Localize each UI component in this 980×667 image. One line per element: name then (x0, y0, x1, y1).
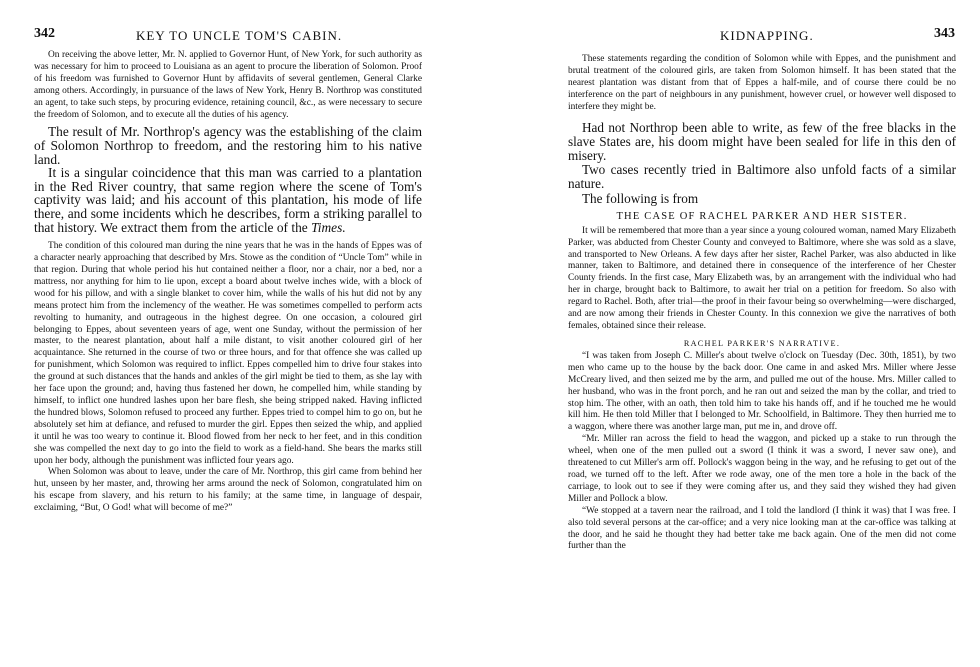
paragraph: Two cases recently tried in Baltimore also unfold facts of a similar nature. (568, 162, 956, 192)
paragraph: When Solomon was about to leave, under the care of Mr. Northrop, this girl came from behind her hut, unseen by her master, and, throwing her arms around the neck of Solomon, congratulated him on his escape from slavery, and his return to his family; at the same time, in language of despair, exclaiming, “But, O God! what will become of me?” (34, 467, 422, 514)
section-heading: THE CASE OF RACHEL PARKER AND HER SISTER. (616, 210, 908, 222)
paragraph: “We stopped at a tavern near the railroad, and I told the landlord (I think it was) that I was free. I also told several persons at the car-office; and a very nice looking man at the car-office was talking at the door, and he said he thought they had better take me back again. One of the men did not come further than the (568, 505, 956, 552)
page-number: 343 (934, 26, 955, 41)
paragraph: The following is from (582, 190, 699, 206)
running-head: KEY TO UNCLE TOM'S CABIN. (136, 28, 343, 43)
paragraph: Had not Northrop been able to write, as few of the free blacks in the slave States are, his doom might have been sealed for life in this den of misery. (568, 119, 956, 163)
page-number: 342 (34, 26, 55, 41)
paragraph: “I was taken from Joseph C. Miller's about twelve o'clock on Tuesday (Dec. 30th, 1851), by two men who came up to the house by the back door. One came in and asked Mrs. Miller where Jesse McCreary lived, and then seized me by the arm, and pulled me out of the house. Mrs. Miller called to her husband, who was in the front porch, and he ran out and seized the man by the collar, and tried to stop him. The other, with an oath, then told him to take his hands off, and if he touched me he would kill him. He then told Miller that I belonged to Mr. Schoolfield, in Baltimore. They then hurried me to a waggon, where there was another large man, put me in, and drove off. (568, 350, 956, 433)
paragraph: These statements regarding the condition of Solomon while with Eppes, and the punishment and brutal treatment of the coloured girls, are taken from Solomon himself. It has been stated that the nearest plantation was distant from that of Eppes a half-mile, and of course there could be no interference on the part of neighbours in any punishment, however cruel, or however well disposed to interfere they might be. (568, 54, 956, 112)
paragraph (34, 166, 422, 234)
right-page-body (568, 54, 956, 553)
paragraph-text: It is a singular coincidence that this man was carried to a plantation in the Red River country, that same region where the scene of Tom's captivity was laid; and his account of this plantation, his mode of life there, and some incidents which he describes, form a striking parallel to that history. We extract them from the article of the (34, 165, 422, 235)
source-title: Times. (311, 219, 346, 235)
paragraph: The result of Mr. Northrop's agency was the establishing of the claim of Solomon Northrop to freedom, and the restoring him to his native land. (34, 124, 422, 167)
running-head: KIDNAPPING. (720, 28, 814, 43)
left-page-body (34, 50, 422, 515)
paragraph: On receiving the above letter, Mr. N. applied to Governor Hunt, of New York, for such authority as was necessary for him to proceed to Louisiana as an agent to procure the liberation of Solomon. Proof of his freedom was furnished to Governor Hunt by affidavits of several gentlemen, General Clarke among others. Accordingly, in pursuance of the laws of New York, Henry B. Northrop was constituted an agent, to take such steps, by procuring evidence, retaining council, &c., as were necessary to secure the freedom of Solomon, and to execute all the duties of his agency. (34, 50, 422, 120)
narrative-heading: RACHEL PARKER'S NARRATIVE. (683, 338, 841, 348)
paragraph: The condition of this coloured man during the nine years that he was in the hands of Eppes was of a character nearly approaching that described by Mrs. Stowe as the condition of “Uncle Tom” while in that region. During that whole period his hut contained neither a floor, nor a chair, nor a bed, nor a mattress, nor anything for him to lie upon, except a board about twelve inches wide, with a block of wood for his pillow, and with a single blanket to cover him, while the walls of his hut did not by any means protect him from the inclemency of the weather. He was sometimes compelled to perform acts revolting to humanity, and outrageous in the highest degree. On one occasion, a coloured girl belonging to Eppes, about seventeen years of age, went one Sunday, without the permission of her master, to the nearest plantation, about half a mile distant, to visit another coloured girl of her acquaintance. She returned in the course of two or three hours, and for that offence she was called up for punishment, which Solomon was required to inflict. Eppes compelled him to drive four stakes into the ground at such distances that the hands and ankles of the girl might be tied to them, as she lay with her face upon the ground; and, having thus fastened her down, he compelled him, while standing by himself, to inflict one hundred lashes upon her bare flesh, she being stripped naked. Having inflicted the hundred blows, Solomon refused to proceed any further. Eppes tried to compel him to go on, but he absolutely set him at defiance, and refused to murder the girl. Eppes then seized the whip, and applied it until he was too weary to continue it. Blood flowed from her neck to her feet, and in this condition she was compelled the next day to go into the field to work as a field-hand. She bears the marks still upon her body, although the punishment was inflicted four years ago. (34, 241, 422, 466)
right-page (490, 0, 980, 667)
paragraph: It will be remembered that more than a year since a young coloured woman, named Mary Elizabeth Parker, was abducted from Chester County and conveyed to Baltimore, where she was sold as a slave, and transported to New Orleans. A few days after her sister, Rachel Parker, was also abducted in like manner, taken to Baltimore, and detained there in consequence of the interference of her Chester County friends. In the first case, Mary Elizabeth was, by an arrangement with the individual who had her in charge, brought back to Baltimore, to await her trial on a petition for freedom. So also with regard to Rachel. Both, after trial—the proof in their favour being so overwhelming—were discharged, and are now among their friends in Chester County. In this connexion we give the narratives of both females, obtained since their release. (568, 225, 956, 331)
paragraph: “Mr. Miller ran across the field to head the waggon, and picked up a stake to run through the wheel, when one of the men pulled out a sword (I think it was a sword, I never saw one), and threatened to cut Miller's arm off. Pollock's waggon being in the way, and he refusing to get out of the road, we turned off to the left. After we rode away, one of the men tore a hole in the back of the carriage, to look out to see if they were coming after us, and they said they wished they had given Miller and Pollock a blow. (568, 434, 956, 504)
